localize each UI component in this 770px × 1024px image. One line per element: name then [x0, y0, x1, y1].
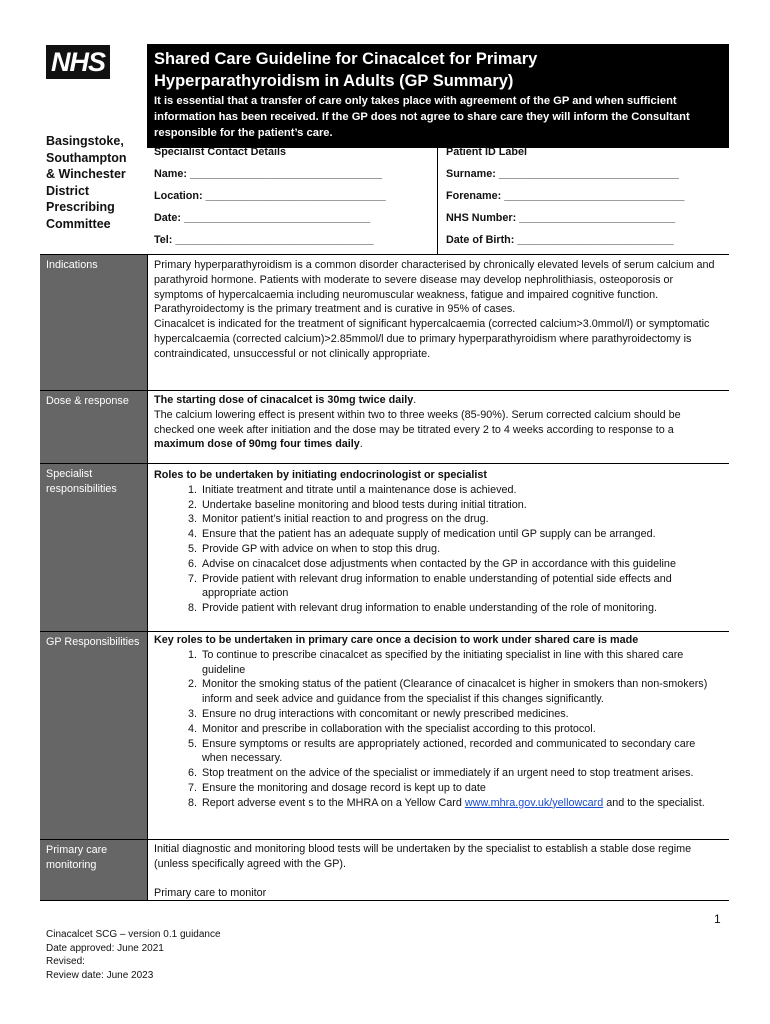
maximum-dose-text: maximum dose of 90mg four times daily — [154, 438, 360, 451]
footer-revised: Revised: — [46, 956, 85, 967]
tel-field: Tel: _________________________________ — [154, 234, 374, 246]
dose-line — [154, 393, 722, 408]
committee-line: Committee — [46, 216, 111, 231]
primary-care-monitoring-content — [147, 839, 729, 903]
list-item — [200, 796, 722, 811]
footer-version: Cinacalcet SCG – version 0.1 guidance — [46, 929, 221, 940]
list-item-text: Report adverse event s to the MHRA on a Yellow Card — [202, 796, 465, 809]
committee-name — [46, 133, 141, 232]
monitoring-paragraph: Initial diagnostic and monitoring blood tests will be undertaken by the specialist to establish a stable dose regime (unless specifically agreed with the GP). — [154, 843, 692, 870]
gp-roles-heading: Key roles to be undertaken in primary care once a decision to work under shared care is made — [154, 634, 639, 646]
gp-responsibilities-content — [147, 630, 729, 814]
document-title — [154, 48, 724, 92]
specialist-roles-heading: Roles to be undertaken by initiating endocrinologist or specialist — [154, 469, 487, 481]
dose-paragraph — [154, 408, 722, 452]
committee-line: District — [46, 183, 90, 198]
dose-text: . — [359, 438, 363, 451]
list-item: 2. Undertake baseline monitoring and blood tests during initial titration. — [200, 498, 722, 513]
list-item: 5. Provide GP with advice on when to stop this drug. — [200, 542, 722, 557]
surname-field: Surname: ______________________________ — [446, 168, 679, 180]
committee-line: Southampton — [46, 150, 127, 165]
list-item: 1. Initiate treatment and titrate until a maintenance dose is achieved. — [200, 483, 722, 498]
list-item: 7. Ensure the monitoring and dosage record is kept up to date — [200, 781, 722, 796]
patient-id-label — [439, 143, 729, 255]
specialist-responsibilities-label: Specialist responsibilities — [40, 464, 147, 631]
yellowcard-link[interactable]: www.mhra.gov.uk/yellowcard — [464, 796, 604, 809]
nhs-number-field: NHS Number: __________________________ — [446, 212, 676, 224]
list-item: 3. Ensure no drug interactions with concomitant or newly prescribed medicines. — [200, 707, 722, 722]
specialist-responsibilities-content — [147, 465, 729, 619]
list-item: 4. Monitor and prescribe in collaboration with the specialist according to this protocol. — [200, 722, 722, 737]
indications-content — [147, 255, 729, 365]
indications-paragraph: Cinacalcet is indicated for the treatment of significant hypercalcaemia (corrected calcium>3.0mmol/l) or symptomatic hypercalcaemia (corrected calcium)>2.85mmol/l due to primary hyperparathyroidism where parathyroidectomy is contraindicated, unsuccessful or not clinically appropriate. — [154, 318, 710, 360]
specialist-contact-details — [147, 143, 438, 255]
list-item: 6. Stop treatment on the advice of the specialist or immediately if an urgent need to stop treatment arises. — [200, 766, 722, 781]
indications-paragraph: Parathyroidectomy is the primary treatment and is curative in 95% of cases. — [154, 303, 516, 316]
list-item: 2. Monitor the smoking status of the patient (Clearance of cinacalcet is higher in smokers than non-smokers) inform and seek advice and guidance from the specialist if this changes significantly. — [200, 677, 722, 707]
title-line: Shared Care Guideline for Cinacalcet for Primary — [154, 50, 538, 68]
list-item: 7. Provide patient with relevant drug information to enable understanding of potential side effects and appropriate action — [200, 572, 722, 602]
list-item: 4. Ensure that the patient has an adequate supply of medication until GP supply can be arranged. — [200, 527, 722, 542]
dob-field: Date of Birth: __________________________ — [446, 234, 674, 246]
list-item: 1. To continue to prescribe cinacalcet as specified by the initiating specialist in line with this shared care guideline — [200, 648, 722, 678]
footer-review-date: Review date: June 2023 — [46, 969, 154, 981]
list-item: 3. Monitor patient’s initial reaction to and progress on the drug. — [200, 512, 722, 527]
footer-date-approved: Date approved: June 2021 — [46, 942, 164, 954]
patient-id-heading: Patient ID Label — [446, 146, 527, 158]
document-footer — [46, 928, 221, 982]
forename-field: Forename: ______________________________ — [446, 190, 685, 202]
indications-label: Indications — [40, 255, 147, 390]
nhs-logo: NHS — [46, 45, 110, 79]
contact-table — [147, 142, 729, 255]
column-divider — [147, 254, 148, 900]
list-item: 5. Ensure symptoms or results are appropriately actioned, recorded and communicated to secondary care when necessary. — [200, 737, 722, 767]
list-item: 8. Provide patient with relevant drug information to enable understanding of the role of monitoring. — [200, 601, 722, 616]
monitoring-paragraph: Primary care to monitor — [154, 886, 267, 899]
location-field: Location: ______________________________ — [154, 190, 386, 202]
page-number: 1 — [714, 912, 721, 926]
specialist-contact-heading: Specialist Contact Details — [154, 146, 287, 158]
dose-response-content — [147, 390, 729, 455]
committee-line: Basingstoke, — [46, 134, 124, 148]
primary-care-monitoring-label: Primary care monitoring — [40, 840, 147, 900]
title-banner — [147, 44, 729, 148]
specialist-roles-list — [154, 483, 722, 616]
starting-dose-text: The starting dose of cinacalcet is 30mg twice daily — [154, 394, 414, 406]
list-item: 6. Advise on cinacalcet dose adjustments when contacted by the GP in accordance with this guideline — [200, 557, 722, 572]
committee-line: Prescribing — [46, 200, 115, 214]
dose-text: The calcium lowering effect is present within two to three weeks (85-90%). Serum corrected calcium should be checked one week after initiation and the dose may be titrated every 2 to 4 weeks according to response to a — [154, 408, 681, 436]
indications-paragraph: Primary hyperparathyroidism is a common disorder characterised by chronically elevated levels of serum calcium and parathyroid hormone. Patients with moderate to severe disease may develop nephrolithiasis, osteoporosis or symptoms of hypercalcaemia including neuromuscular weakness, fatigue and impaired cognitive function. — [154, 259, 715, 301]
committee-line: & Winchester — [46, 167, 126, 181]
title-line: Hyperparathyroidism in Adults (GP Summary) — [154, 72, 514, 90]
dose-text: . — [413, 394, 417, 406]
transfer-note: It is essential that a transfer of care only takes place with agreement of the GP and when sufficient information has been received. If the GP does not agree to share care they will inform the Consultant responsible for the patient’s care. — [154, 95, 690, 139]
date-field: Date: _______________________________ — [154, 212, 371, 224]
list-item-text: and to the specialist. — [603, 796, 705, 809]
name-field: Name: ________________________________ — [154, 168, 383, 180]
dose-response-label: Dose & response — [40, 391, 147, 463]
gp-roles-list — [154, 648, 722, 811]
gp-responsibilities-label: GP Responsibilities — [40, 632, 147, 839]
